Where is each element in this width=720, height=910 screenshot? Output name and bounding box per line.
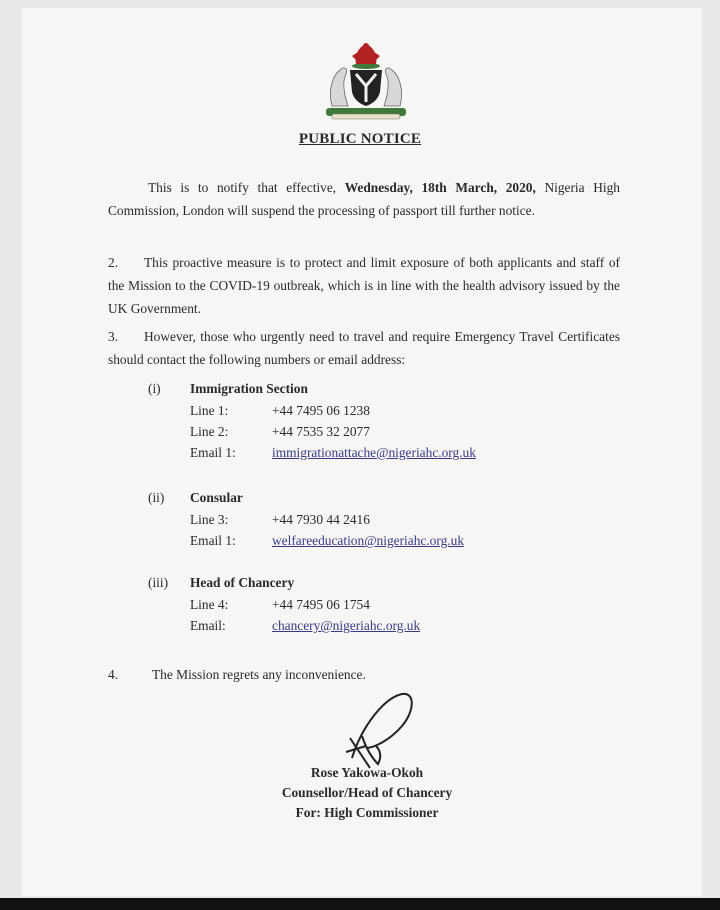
- phone-number: +44 7495 06 1754: [272, 597, 370, 612]
- contact-row: [148, 615, 588, 636]
- signatory-position: Counsellor/Head of Chancery: [281, 785, 453, 800]
- email-link[interactable]: welfareeducation@nigeriahc.org.uk: [272, 533, 465, 548]
- contact-label: Line 4:: [190, 597, 229, 612]
- phone-number: +44 7930 44 2416: [272, 512, 370, 527]
- signature-block: [0, 763, 720, 823]
- page-title: PUBLIC NOTICE: [298, 131, 422, 147]
- contact-section-immigration: [148, 378, 588, 463]
- paragraph-3-text: However, those who urgently need to travel and require Emergency Travel Certificates should contact the following numbers or email address:: [108, 329, 620, 367]
- contact-row: [148, 442, 588, 463]
- contact-row: [148, 421, 588, 442]
- coat-of-arms-icon: [318, 36, 414, 122]
- section-title: Immigration Section: [190, 381, 308, 396]
- email-link[interactable]: chancery@nigeriahc.org.uk: [272, 618, 421, 633]
- paragraph-2-text: This proactive measure is to protect and limit exposure of both applicants and staff of the Mission to the COVID-19 outbreak, which is in line with the health advisory issued by the UK Government.: [108, 255, 620, 316]
- contact-label: Line 1:: [190, 403, 229, 418]
- effective-date: Wednesday, 18th March, 2020,: [344, 180, 536, 195]
- signatory-name: Rose Yakowa-Okoh: [310, 765, 424, 780]
- contact-label: Email 1:: [190, 445, 236, 460]
- contact-row: [148, 530, 588, 551]
- contact-label: Line 3:: [190, 512, 229, 527]
- section-title: Consular: [190, 490, 243, 505]
- paragraph-3: [108, 325, 620, 371]
- bottom-bar: [0, 898, 720, 910]
- section-number: (iii): [148, 575, 169, 590]
- paragraph-4-text: The Mission regrets any inconvenience.: [152, 667, 366, 682]
- paragraph-3-number: 3.: [108, 329, 119, 344]
- section-number: (ii): [148, 490, 165, 505]
- contact-section-head-of-chancery: [148, 572, 588, 636]
- signatory-for: For: High Commissioner: [295, 805, 439, 820]
- paragraph-1-text: Nigeria High Commission, London will suspend the processing of passport till further notice.: [108, 180, 620, 218]
- contact-section-consular: [148, 487, 588, 551]
- phone-number: +44 7495 06 1238: [272, 403, 370, 418]
- contact-row: [148, 594, 588, 615]
- section-title: Head of Chancery: [190, 575, 295, 590]
- contact-label: Email 1:: [190, 533, 236, 548]
- phone-number: +44 7535 32 2077: [272, 424, 370, 439]
- contact-label: Email:: [190, 618, 226, 633]
- email-link[interactable]: immigrationattache@nigeriahc.org.uk: [272, 445, 476, 460]
- paragraph-2: [108, 251, 620, 320]
- contact-row: [148, 400, 588, 421]
- paragraph-4-number: 4.: [108, 667, 119, 682]
- paragraph-1: [108, 176, 620, 222]
- contact-label: Line 2:: [190, 424, 229, 439]
- paragraph-4: [108, 664, 366, 686]
- paragraph-2-number: 2.: [108, 255, 119, 270]
- section-number: (i): [148, 381, 161, 396]
- contact-row: [148, 509, 588, 530]
- paragraph-1-lead: This is to notify that effective,: [148, 180, 345, 195]
